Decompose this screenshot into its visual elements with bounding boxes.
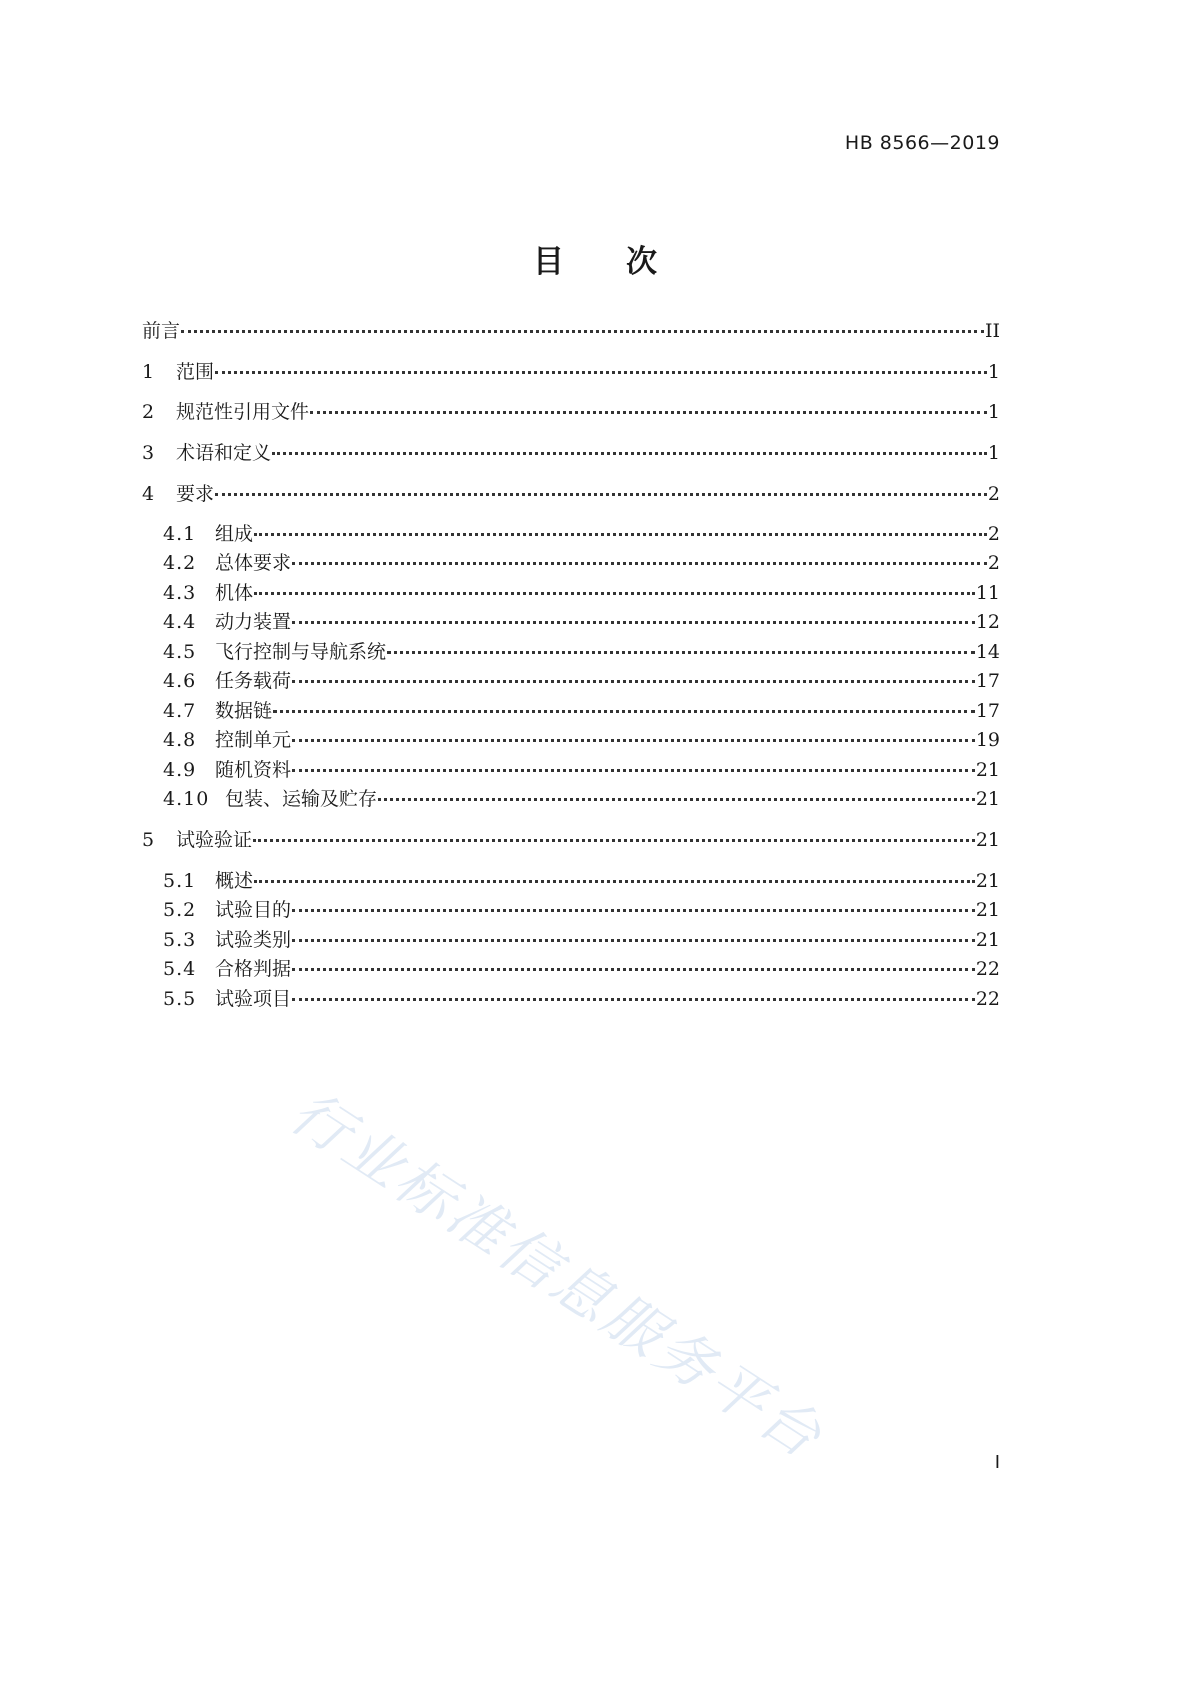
toc-leader-dots: [272, 452, 987, 455]
toc-page-number: 1: [987, 401, 1000, 423]
toc-label: 概述: [215, 870, 254, 892]
toc-number: 4.7: [163, 700, 197, 722]
toc-number: 5.2: [163, 899, 197, 921]
toc-entry-5-4[interactable]: [163, 956, 1000, 982]
toc-entry-4-2[interactable]: [163, 550, 1000, 576]
toc-entry-4-3[interactable]: [163, 580, 1000, 606]
toc-entry-4-5[interactable]: [163, 639, 1000, 665]
toc-number: 4.8: [163, 729, 197, 751]
toc-number: 5.4: [163, 958, 197, 980]
toc-page-number: 17: [975, 670, 1000, 692]
page-title-char-1: 目: [533, 244, 564, 280]
toc-leader-dots: [310, 411, 987, 414]
toc-leader-dots: [215, 371, 987, 374]
toc-label: 动力装置: [215, 611, 292, 633]
toc-number: 5.1: [163, 870, 197, 892]
toc-number: 5.5: [163, 988, 197, 1010]
toc-leader-dots: [292, 769, 975, 772]
page-title: [0, 236, 1190, 281]
toc-label: 要求: [176, 483, 215, 505]
toc-page-number: 11: [975, 582, 1000, 604]
toc-number: 4: [142, 483, 155, 505]
toc-page-number: 2: [987, 483, 1000, 505]
toc-page-number: 21: [975, 899, 1000, 921]
toc-number: 4.9: [163, 759, 197, 781]
toc-entry-5-3[interactable]: [163, 927, 1000, 953]
toc-leader-dots: [292, 621, 975, 624]
page-number: I: [994, 1452, 1000, 1473]
toc-entry-1[interactable]: [142, 359, 1000, 385]
toc-entry-4-8[interactable]: [163, 727, 1000, 753]
toc-label: 试验项目: [215, 988, 292, 1010]
toc-leader-dots: [292, 939, 975, 942]
toc-entry-3[interactable]: [142, 440, 1000, 466]
toc-number: 5.3: [163, 929, 197, 951]
toc-entry-4-1[interactable]: [163, 521, 1000, 547]
toc-page-number: 21: [975, 788, 1000, 810]
toc-label: 试验类别: [215, 929, 292, 951]
toc-page-number: 1: [987, 361, 1000, 383]
toc-entry-5-1[interactable]: [163, 868, 1000, 894]
toc-page-number: 19: [975, 729, 1000, 751]
toc-label: 术语和定义: [176, 442, 272, 464]
toc-leader-dots: [292, 739, 975, 742]
toc-leader-dots: [378, 798, 975, 801]
toc-leader-dots: [181, 330, 984, 333]
toc-label: 总体要求: [215, 552, 292, 574]
toc-label: 任务载荷: [215, 670, 292, 692]
toc-label: 控制单元: [215, 729, 292, 751]
watermark: 行业标准信息服务平台: [278, 1077, 836, 1473]
toc-page-number: 12: [975, 611, 1000, 633]
toc-number: 5: [142, 829, 155, 851]
toc-page-number: 22: [975, 988, 1000, 1010]
toc-page-number: 14: [975, 641, 1000, 663]
toc-label: 范围: [176, 361, 215, 383]
toc-entry-5-2[interactable]: [163, 897, 1000, 923]
toc-leader-dots: [253, 839, 975, 842]
toc-label: 随机资料: [215, 759, 292, 781]
toc-page-number: 21: [975, 870, 1000, 892]
toc-page-number: 17: [975, 700, 1000, 722]
toc-page-number: 2: [987, 552, 1000, 574]
toc-entry-4-6[interactable]: [163, 668, 1000, 694]
toc-page-number: II: [984, 320, 1000, 342]
toc-number: 4.2: [163, 552, 197, 574]
toc-label: 规范性引用文件: [176, 401, 310, 423]
toc-number: 4.1: [163, 523, 197, 545]
toc-leader-dots: [254, 880, 975, 883]
toc-label: 机体: [215, 582, 254, 604]
toc-leader-dots: [292, 680, 975, 683]
toc-label: 飞行控制与导航系统: [215, 641, 387, 663]
toc-leader-dots: [292, 909, 975, 912]
document-number: HB 8566—2019: [844, 132, 1000, 154]
toc-entry-4-7[interactable]: [163, 698, 1000, 724]
toc-page-number: 21: [975, 829, 1000, 851]
toc-entry-2[interactable]: [142, 399, 1000, 425]
toc-entry-4[interactable]: [142, 481, 1000, 507]
toc-label: 试验目的: [215, 899, 292, 921]
toc-page-number: 22: [975, 958, 1000, 980]
toc-entry-4-9[interactable]: [163, 757, 1000, 783]
toc-entry-4-10[interactable]: [163, 786, 1000, 812]
toc-entry-5[interactable]: [142, 827, 1000, 853]
toc-number: 4.4: [163, 611, 197, 633]
toc-page-number: 2: [987, 523, 1000, 545]
toc-leader-dots: [292, 998, 975, 1001]
toc-entry-foreword[interactable]: [142, 318, 1000, 344]
toc-label: 包装、运输及贮存: [225, 788, 378, 810]
toc-number: 4.5: [163, 641, 197, 663]
toc-number: 4.3: [163, 582, 197, 604]
toc-number: 1: [142, 361, 155, 383]
toc-page-number: 21: [975, 759, 1000, 781]
toc-label: 试验验证: [176, 829, 253, 851]
toc-number: 4.6: [163, 670, 197, 692]
toc-entry-4-4[interactable]: [163, 609, 1000, 635]
toc-page-number: 1: [987, 442, 1000, 464]
toc-leader-dots: [292, 968, 975, 971]
toc-label: 前言: [142, 320, 181, 342]
toc-number: 4.10: [163, 788, 210, 810]
toc-leader-dots: [215, 493, 987, 496]
toc-label: 数据链: [215, 700, 273, 722]
toc-label: 组成: [215, 523, 254, 545]
toc-number: 2: [142, 401, 155, 423]
toc-page-number: 21: [975, 929, 1000, 951]
toc-leader-dots: [254, 592, 975, 595]
toc-entry-5-5[interactable]: [163, 986, 1000, 1012]
page-title-char-2: 次: [626, 244, 657, 280]
toc-number: 3: [142, 442, 155, 464]
toc-label: 合格判据: [215, 958, 292, 980]
toc-leader-dots: [387, 651, 975, 654]
toc-leader-dots: [292, 562, 987, 565]
toc-leader-dots: [254, 533, 987, 536]
toc-leader-dots: [273, 710, 975, 713]
